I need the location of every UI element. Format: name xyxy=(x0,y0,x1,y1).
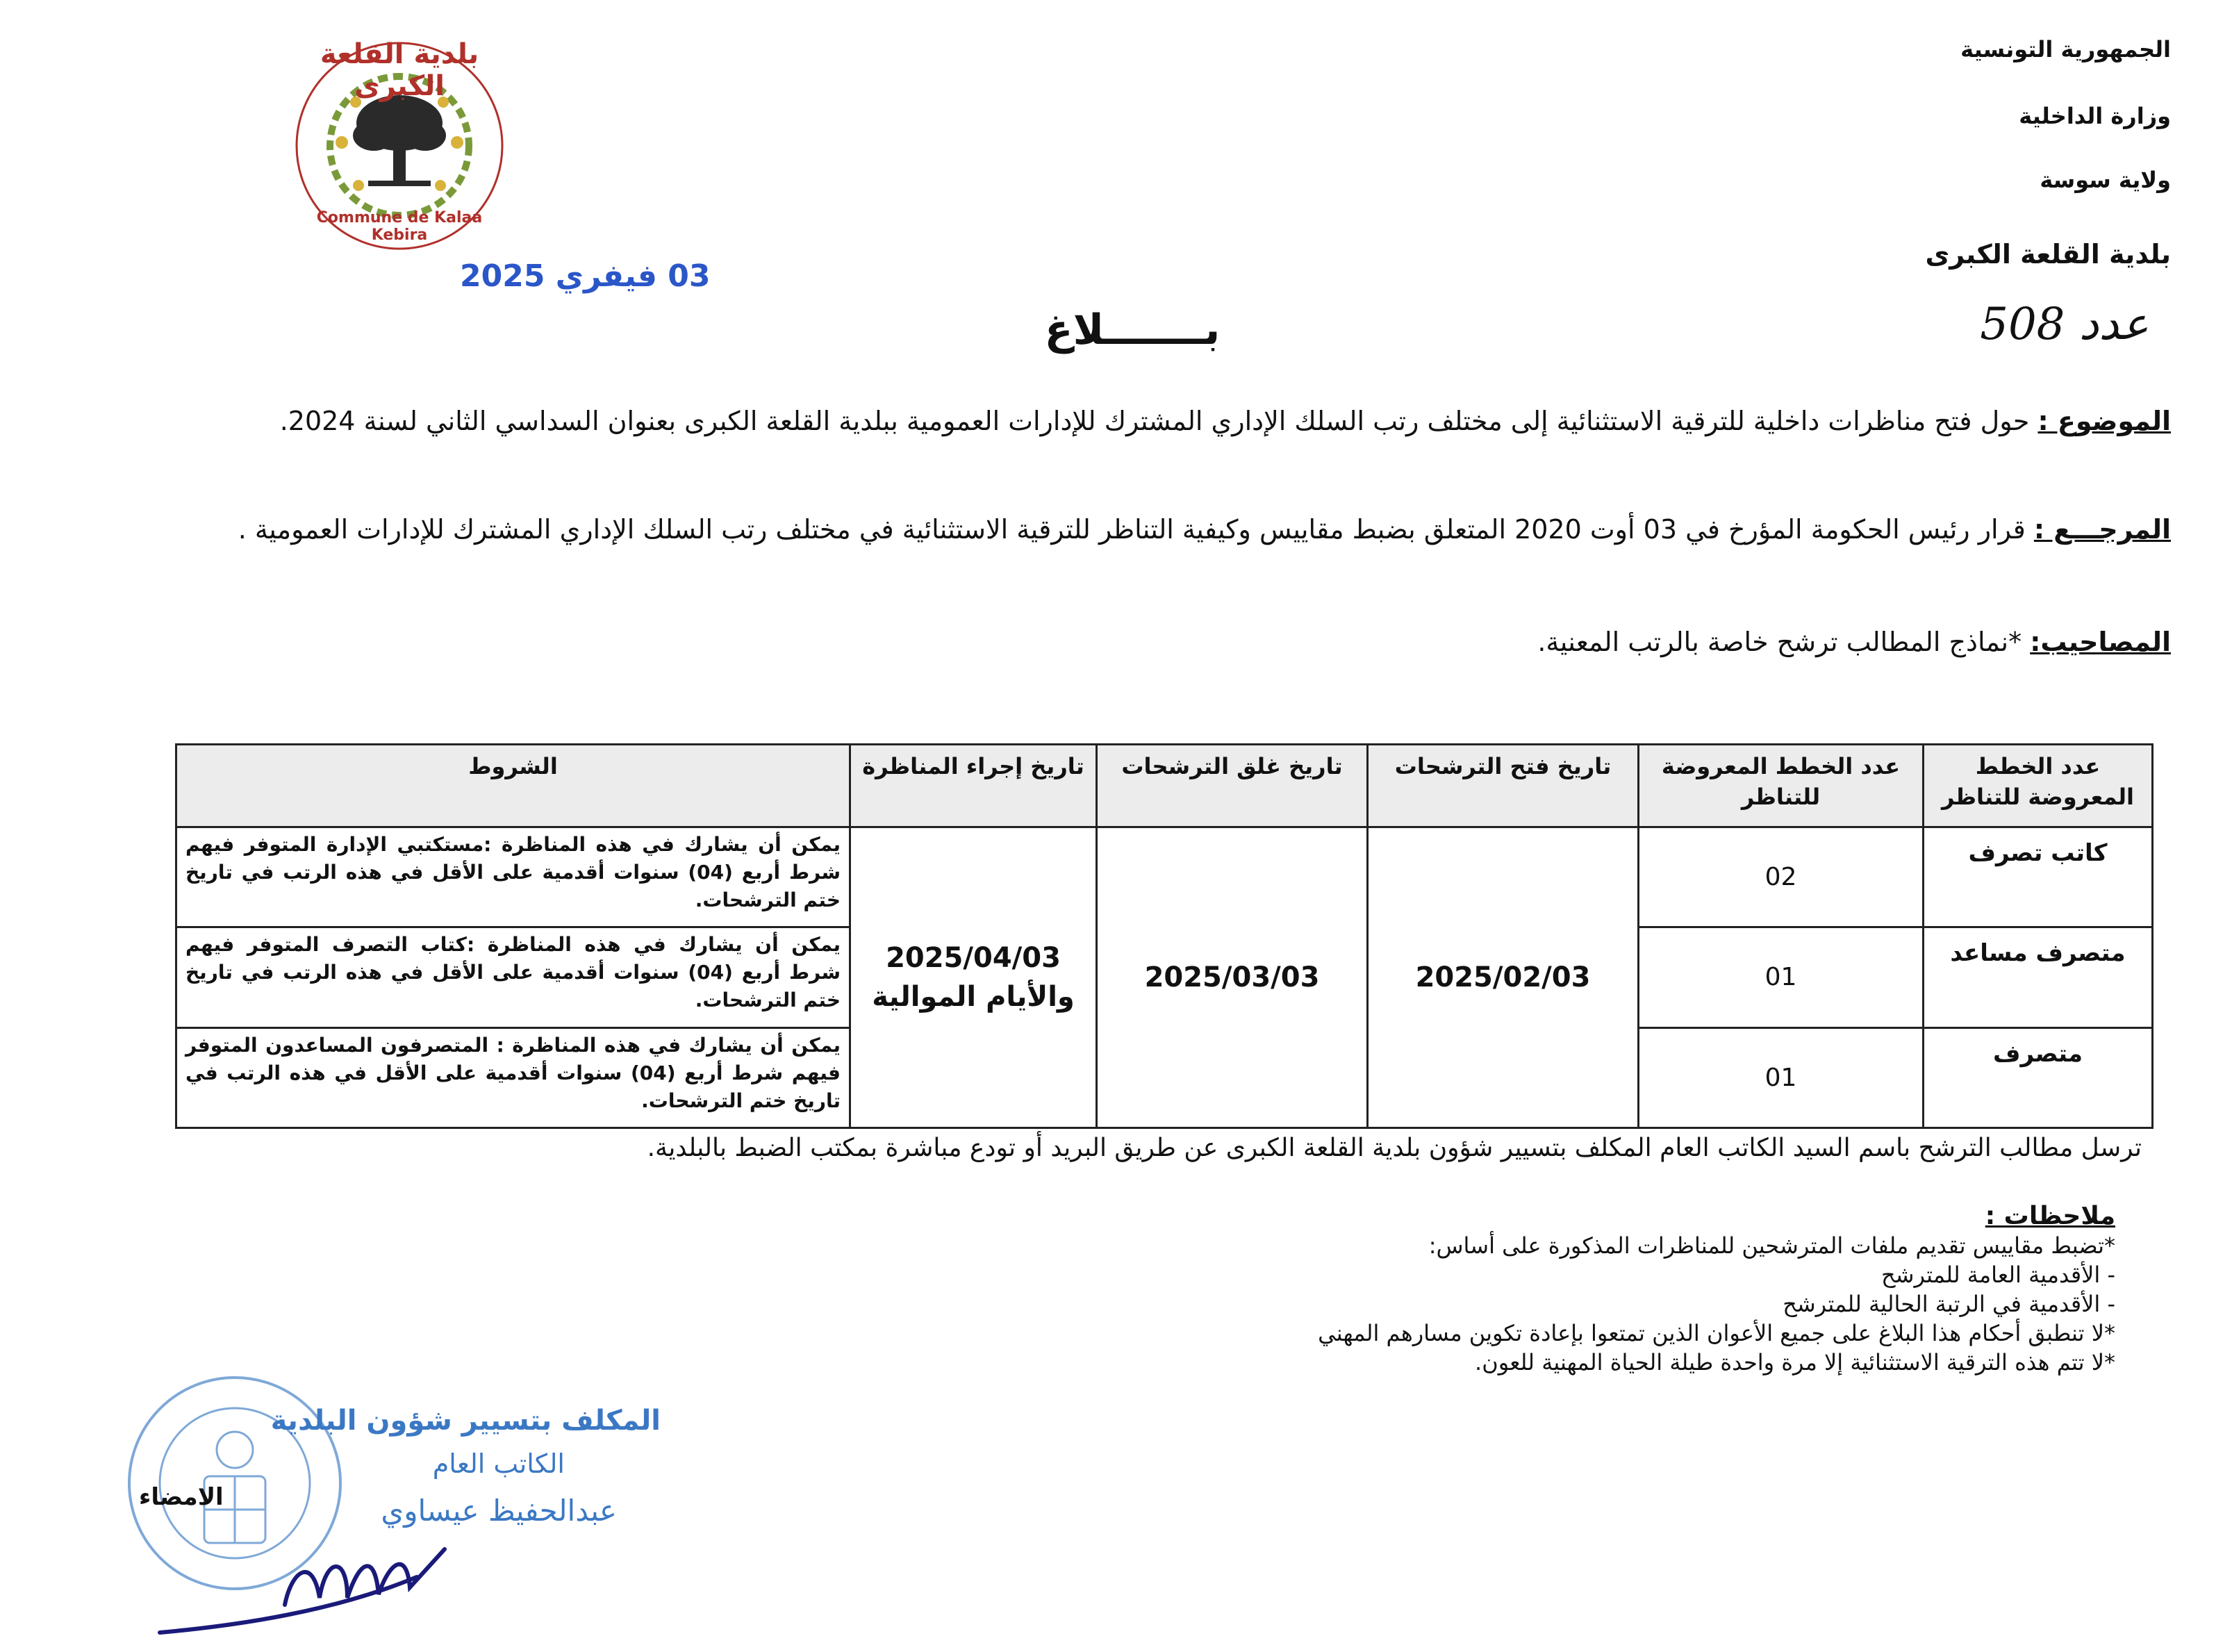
note-line: - الأقدمية في الرتبة الحالية للمترشح xyxy=(1783,1291,2115,1317)
subject-text: حول فتح مناظرات داخلية للترقية الاستثنائية إلى مختلف رتب السلك الإداري المشترك للإدارات العمومية ببلدية القلعة الكبرى بعنوان السداسي الثاني لسنة 2024. xyxy=(279,406,2030,436)
attachments-text: *نماذج المطالب ترشح خاصة بالرتب المعنية. xyxy=(1537,627,2022,657)
count-cell: 01 xyxy=(1639,927,1924,1027)
header-ministry: وزارة الداخلية xyxy=(2019,103,2171,129)
signature-title-line2: الكاتب العام xyxy=(432,1448,565,1479)
submission-note: ترسل مطالب الترشح باسم السيد الكاتب العام المكلف بتسيير شؤون بلدية القلعة الكبرى عن طريق البريد أو تودع مباشرة بمكتب الضبط بالبلدية. xyxy=(647,1134,2142,1162)
subject-label: الموضوع : xyxy=(2037,406,2171,436)
header-country: الجمهورية التونسية xyxy=(1960,36,2171,63)
logo-latin-text: Commune de Kalaa Kebira xyxy=(316,209,483,244)
table-header-cell: تاريخ غلق الترشحات xyxy=(1097,745,1368,827)
signature-title-line1: المكلف بتسيير شؤون البلدية xyxy=(270,1405,661,1437)
attachments-paragraph xyxy=(174,618,2171,666)
note-line: - الأقدمية العامة للمترشح xyxy=(1881,1262,2115,1288)
condition-cell: يمكن أن يشارك في هذه المناظرة : المتصرفون المساعدون المتوفر فيهم شرط أربع (04) سنوات أقدمية على الأقل في هذه الرتب في تاريخ ختم الترشحات. xyxy=(176,1027,850,1128)
table-header-cell: عدد الخطط المعروضة للتناظر xyxy=(1639,745,1924,827)
rank-cell: متصرف xyxy=(1924,1027,2153,1128)
signature-name: عبدالحفيظ عيساوي xyxy=(381,1494,617,1528)
signature-label: الامضاء xyxy=(139,1483,224,1511)
logo-arabic-text: بلدية القلعة الكبرى xyxy=(320,38,479,102)
note-line: *لا تتم هذه الترقية الاستثنائية إلا مرة واحدة طيلة الحياة المهنية للعون. xyxy=(1475,1349,2115,1376)
reference-number: عدد 508 xyxy=(1980,299,2149,350)
table-row xyxy=(176,827,2153,927)
subject-paragraph xyxy=(174,397,2171,445)
reference-label: المرجـــع : xyxy=(2033,514,2171,545)
page-title: بـــــــلاغ xyxy=(1044,306,1221,354)
header-governorate: ولاية سوسة xyxy=(2040,167,2171,193)
count-cell: 02 xyxy=(1639,827,1924,927)
exam-date-cell: 2025/04/03 والأيام الموالية xyxy=(850,827,1097,1128)
competitions-table xyxy=(175,743,2154,1129)
close-date-cell: 2025/03/03 xyxy=(1097,827,1368,1128)
notes-title: ملاحظات : xyxy=(1985,1202,2115,1230)
count-cell: 01 xyxy=(1639,1027,1924,1128)
date-stamp: 03 فيفري 2025 xyxy=(460,258,711,294)
reference-paragraph xyxy=(229,506,2171,553)
condition-cell: يمكن أن يشارك في هذه المناظرة :كتاب التصرف المتوفر فيهم شرط أربع (04) سنوات أقدمية على الأقل في هذه الرتب في تاريخ ختم الترشحات. xyxy=(176,927,850,1027)
notes-section xyxy=(1318,1202,2115,1377)
attachments-label: المصاحيب: xyxy=(2030,627,2171,657)
table-header-cell: الشروط xyxy=(176,745,850,827)
table-header-cell: عدد الخطط المعروضة للتناظر xyxy=(1924,745,2153,827)
handwritten-signature xyxy=(153,1528,479,1639)
rank-cell: كاتب تصرف xyxy=(1924,827,2153,927)
header-municipality: بلدية القلعة الكبرى xyxy=(1925,239,2171,270)
reference-text: قرار رئيس الحكومة المؤرخ في 03 أوت 2020 المتعلق بضبط مقاييس وكيفية التناظر للترقية الاستثنائية في مختلف رتب السلك الإداري المشترك للإدارات العمومية . xyxy=(238,514,2026,545)
note-line: *تضبط مقاييس تقديم ملفات المترشحين للمناظرات المذكورة على أساس: xyxy=(1428,1232,2115,1259)
table-header-cell: تاريخ إجراء المناظرة xyxy=(850,745,1097,827)
note-line: *لا تنطبق أحكام هذا البلاغ على جميع الأعوان الذين تمتعوا بإعادة تكوين مسارهم المهني xyxy=(1318,1320,2115,1346)
municipality-logo xyxy=(292,38,507,254)
open-date-cell: 2025/02/03 xyxy=(1368,827,1639,1128)
rank-cell: متصرف مساعد xyxy=(1924,927,2153,1027)
table-header-row xyxy=(176,745,2153,827)
condition-cell: يمكن أن يشارك في هذه المناظرة :مستكتبي الإدارة المتوفر فيهم شرط أربع (04) سنوات أقدمية على الأقل في هذه الرتب في تاريخ ختم الترشحات. xyxy=(176,827,850,927)
table-header-cell: تاريخ فتح الترشحات xyxy=(1368,745,1639,827)
